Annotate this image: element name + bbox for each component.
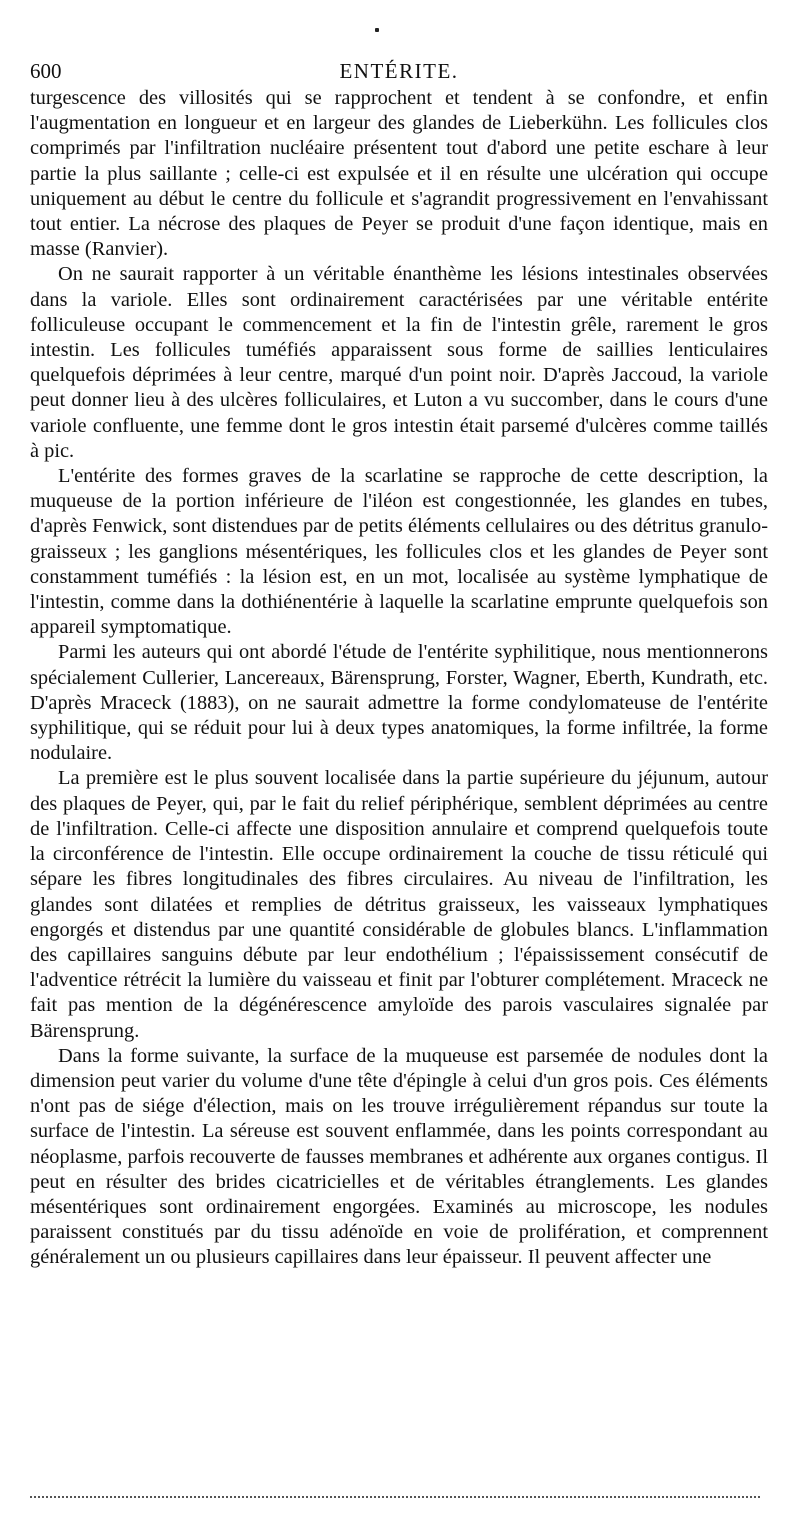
paragraph-1: turgescence des villosités qui se rapprochent et tendent à se confondre, et enfin l'augmentation en longueur et en largeur des glandes de Lieberkühn. Les follicules clos comprimés par l'infiltration nucléaire présentent tout d'abord une petite eschare à leur partie la plus saillante ; celle-ci est expulsée et il en résulte une ulcération qui occupe uniquement au début le centre du follicule et s'agrandit progressivement en l'envahissant tout entier. La nécrose des plaques de Peyer se produit d'une façon identique, mais en masse (Ranvier).: [30, 87, 768, 261]
paragraph-4: Parmi les auteurs qui ont abordé l'étude de l'entérite syphilitique, nous mentionnerons spécialement Cullerier, Lancereaux, Bärensprung, Forster, Wagner, Eberth, Kundrath, etc. D'après Mraceck (1883), on ne saurait admettre la forme condylomateuse de l'entérite syphilitique, qui se réduit pour lui à deux types anatomiques, la forme infiltrée, la forme nodulaire.: [30, 641, 768, 765]
page-header: [30, 56, 768, 86]
running-title: ENTÉRITE.: [339, 59, 459, 83]
print-mark: [375, 28, 379, 32]
paragraph-2: On ne saurait rapporter à un véritable énanthème les lésions intestinales observées dans la variole. Elles sont ordinairement caractérisées par une véritable entérite folliculeuse occupant le commencement et la fin de l'intestin grêle, rarement le gros intestin. Les follicules tuméfiés apparaissent sous forme de saillies lenticulaires quelquefois déprimées à leur centre, marqué d'un point noir. D'après Jaccoud, la variole peut donner lieu à des ulcères folliculaires, et Luton a vu succomber, dans le cours d'une variole confluente, une femme dont le gros intestin était parsemé d'ulcères comme taillés à pic.: [30, 263, 768, 462]
footer-dotted-rule: [30, 1496, 760, 1498]
page-number: 600: [30, 59, 62, 83]
paragraph-3: L'entérite des formes graves de la scarlatine se rapproche de cette description, la muqueuse de la portion inférieure de l'iléon est congestionnée, les glandes en tubes, d'après Fenwick, sont distendues par de petits éléments cellulaires ou des détritus granulo-graisseux ; les ganglions mésentériques, les follicules clos et les glandes de Peyer sont constamment tuméfiés : la lésion est, en un mot, localisée au système lymphatique de l'intestin, comme dans la dothiénentérie à laquelle la scarlatine emprunte quelquefois son appareil symptomatique.: [30, 465, 768, 639]
paragraph-6: Dans la forme suivante, la surface de la muqueuse est parsemée de nodules dont la dimension peut varier du volume d'une tête d'épingle à celui d'un gros pois. Ces éléments n'ont pas de siége d'élection, mais on les trouve irrégulièrement répandus sur toute la surface de l'intestin. La séreuse est souvent enflammée, dans les points correspondant au néoplasme, parfois recouverte de fausses membranes et adhérente aux organes contigus. Il peut en résulter des brides cicatricielles et de véritables étranglements. Les glandes mésentériques sont ordinairement engorgées. Examinés au microscope, les nodules paraissent constitués par du tissu adénoïde en voie de prolifération, et comprennent généralement un ou plusieurs capillaires dans leur épaisseur. Il peuvent affecter une: [30, 1044, 768, 1269]
paragraph-5: La première est le plus souvent localisée dans la partie supérieure du jéjunum, autour des plaques de Peyer, qui, par le fait du relief périphérique, semblent déprimées au centre de l'infiltration. Celle-ci affecte une disposition annulaire et comprend quelquefois toute la circonférence de l'intestin. Elle occupe ordinairement la couche de tissu réticulé qui sépare les fibres longitudinales des fibres circulaires. Au niveau de l'infiltration, les glandes sont dilatées et remplies de détritus graisseux, les vaisseaux lymphatiques engorgés et distendus par une quantité considérable de globules blancs. L'inflammation des capillaires sanguins débute par leur endothélium ; l'épaississement consécutif de l'adventice rétrécit la lumière du vaisseau et finit par l'obturer complétement. Mraceck ne fait pas mention de la dégénérescence amyloïde des parois vasculaires signalée par Bärensprung.: [30, 767, 768, 1042]
body-text: [30, 86, 768, 1271]
document-page: [30, 0, 768, 1538]
